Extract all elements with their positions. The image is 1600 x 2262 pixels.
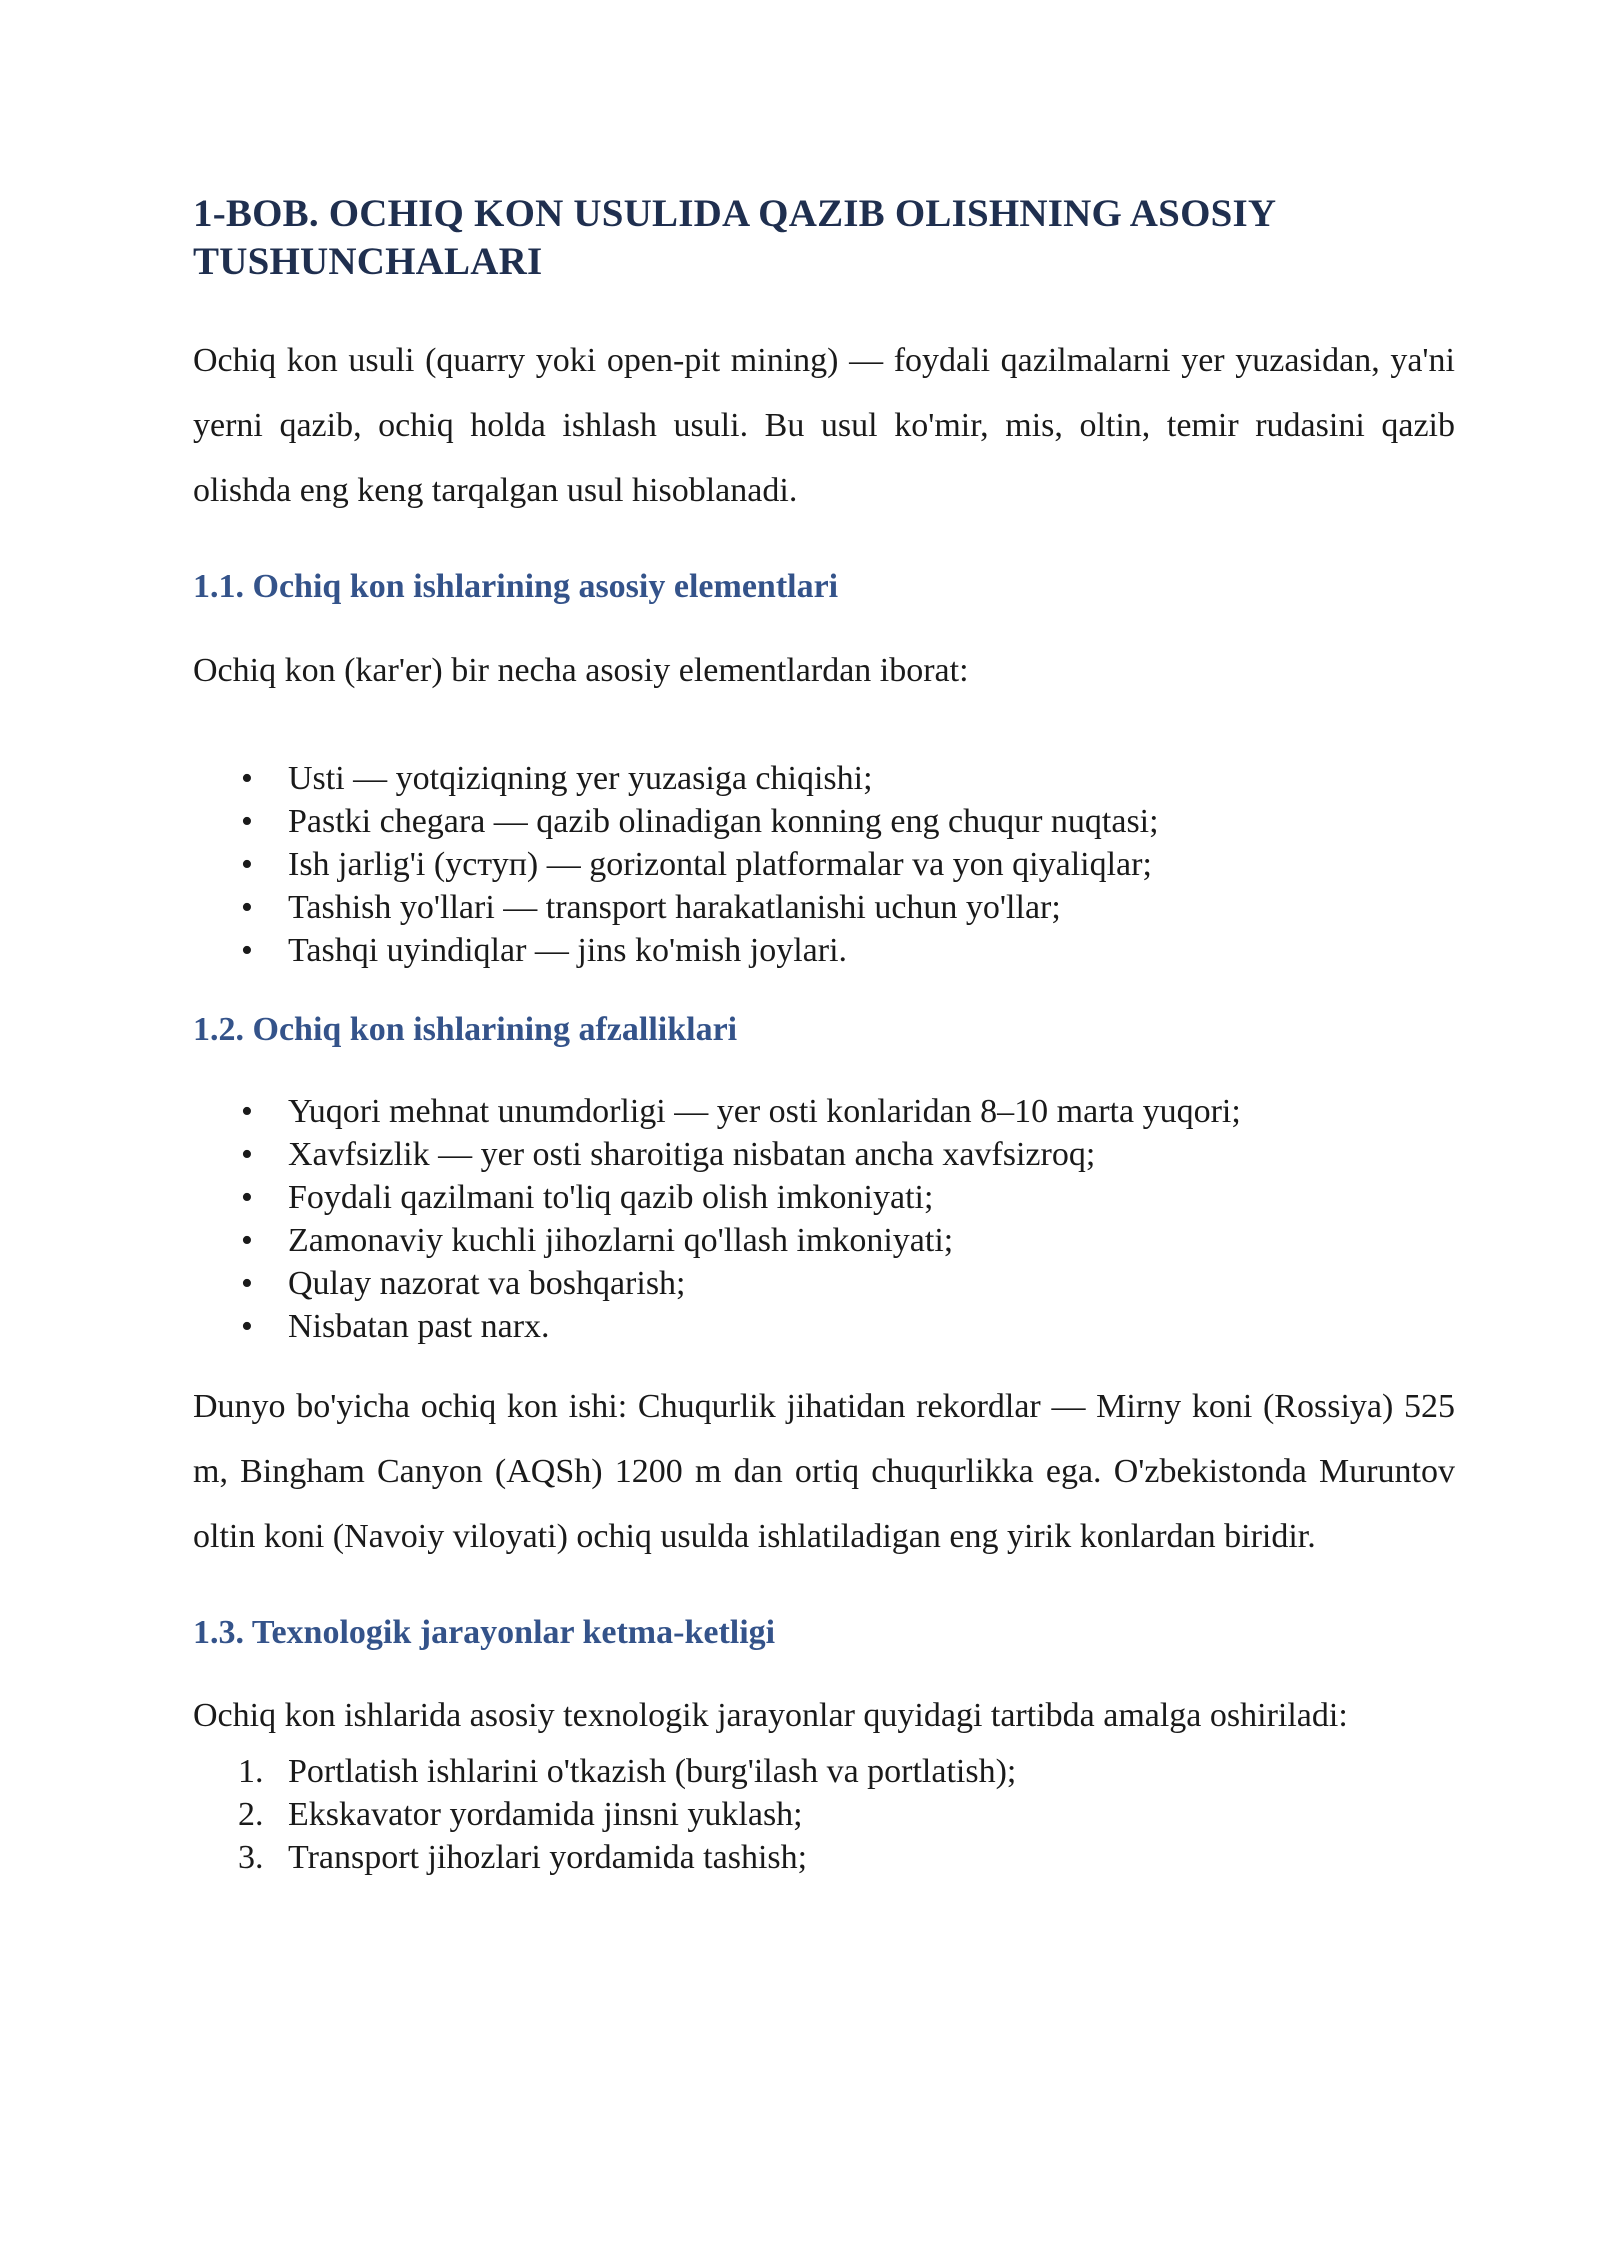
list-item	[193, 1793, 1455, 1836]
bullet-marker: •	[241, 846, 253, 883]
list-item	[193, 1133, 1455, 1176]
list-item	[193, 843, 1455, 886]
bullet-marker: •	[241, 1136, 253, 1173]
list-item	[193, 1750, 1455, 1793]
step-number: 1.	[238, 1753, 264, 1790]
list-item-text: Foydali qazilmani to'liq qazib olish imkoniyati;	[288, 1179, 934, 1216]
list-item	[193, 1176, 1455, 1219]
section-1-3-title: 1.3. Texnologik jarayonlar ketma-ketligi	[193, 1614, 776, 1651]
list-item	[193, 757, 1455, 800]
step-number: 3.	[238, 1839, 264, 1876]
list-item	[193, 1090, 1455, 1133]
list-item-text: Yuqori mehnat unumdorligi — yer osti konlaridan 8–10 marta yuqori;	[288, 1093, 1241, 1130]
list-item-text: Tashqi uyindiqlar — jins ko'mish joylari.	[288, 932, 848, 969]
list-item-text: Portlatish ishlarini o'tkazish (burg'ilash va portlatish);	[288, 1753, 1017, 1790]
document-page	[193, 190, 1455, 1879]
section-1-1-title: 1.1. Ochiq kon ishlarining asosiy elementlari	[193, 568, 839, 605]
world-records-paragraph: Dunyo bo'yicha ochiq kon ishi: Chuqurlik jihatidan rekordlar — Mirny koni (Rossiya) 525 m, Bingham Canyon (AQSh) 1200 m dan ortiq chuqurlikka ega. O'zbekistonda Muruntov oltin koni (Navoiy viloyati) ochiq usulda ishlatiladigan eng yirik konlardan biridir.	[193, 1388, 1455, 1555]
list-item	[193, 1262, 1455, 1305]
bullet-marker: •	[241, 889, 253, 926]
elements-list	[193, 757, 1455, 972]
list-item	[193, 1836, 1455, 1879]
intro-paragraph: Ochiq kon usuli (quarry yoki open-pit mining) — foydali qazilmalarni yer yuzasidan, ya'ni yerni qazib, ochiq holda ishlash usuli. Bu usul ko'mir, mis, oltin, temir rudasini qazib olishda eng keng tarqalgan usul hisoblanadi.	[193, 342, 1455, 509]
chapter-title: 1-BOB. OCHIQ KON USULIDA QAZIB OLISHNING ASOSIY TUSHUNCHALARI	[193, 192, 1275, 283]
list-item-text: Nisbatan past narx.	[288, 1308, 550, 1345]
list-item	[193, 929, 1455, 972]
list-item-text: Ish jarlig'i (уступ) — gorizontal platformalar va yon qiyaliqlar;	[288, 846, 1152, 883]
list-item-text: Xavfsizlik — yer osti sharoitiga nisbatan ancha xavfsizroq;	[288, 1136, 1096, 1173]
list-item-text: Qulay nazorat va boshqarish;	[288, 1265, 686, 1302]
section-1-3-lead: Ochiq kon ishlarida asosiy texnologik jarayonlar quyidagi tartibda amalga oshiriladi:	[193, 1697, 1348, 1734]
bullet-marker: •	[241, 1308, 253, 1345]
bullet-marker: •	[241, 932, 253, 969]
step-number: 2.	[238, 1796, 264, 1833]
list-item-text: Zamonaviy kuchli jihozlarni qo'llash imkoniyati;	[288, 1222, 954, 1259]
process-steps-list	[193, 1750, 1455, 1879]
bullet-marker: •	[241, 803, 253, 840]
list-item-text: Pastki chegara — qazib olinadigan konning eng chuqur nuqtasi;	[288, 803, 1159, 840]
bullet-marker: •	[241, 760, 253, 797]
list-item	[193, 886, 1455, 929]
list-item-text: Ekskavator yordamida jinsni yuklash;	[288, 1796, 803, 1833]
list-item-text: Transport jihozlari yordamida tashish;	[288, 1839, 808, 1876]
list-item	[193, 800, 1455, 843]
section-1-2-title: 1.2. Ochiq kon ishlarining afzalliklari	[193, 1011, 738, 1048]
advantages-list	[193, 1090, 1455, 1348]
list-item-text: Tashish yo'llari — transport harakatlanishi uchun yo'llar;	[288, 889, 1061, 926]
section-1-1-lead: Ochiq kon (kar'er) bir necha asosiy elementlardan iborat:	[193, 652, 969, 689]
list-item	[193, 1219, 1455, 1262]
bullet-marker: •	[241, 1222, 253, 1259]
bullet-marker: •	[241, 1093, 253, 1130]
bullet-marker: •	[241, 1179, 253, 1216]
bullet-marker: •	[241, 1265, 253, 1302]
list-item-text: Usti — yotqiziqning yer yuzasiga chiqishi;	[288, 760, 873, 797]
list-item	[193, 1305, 1455, 1348]
